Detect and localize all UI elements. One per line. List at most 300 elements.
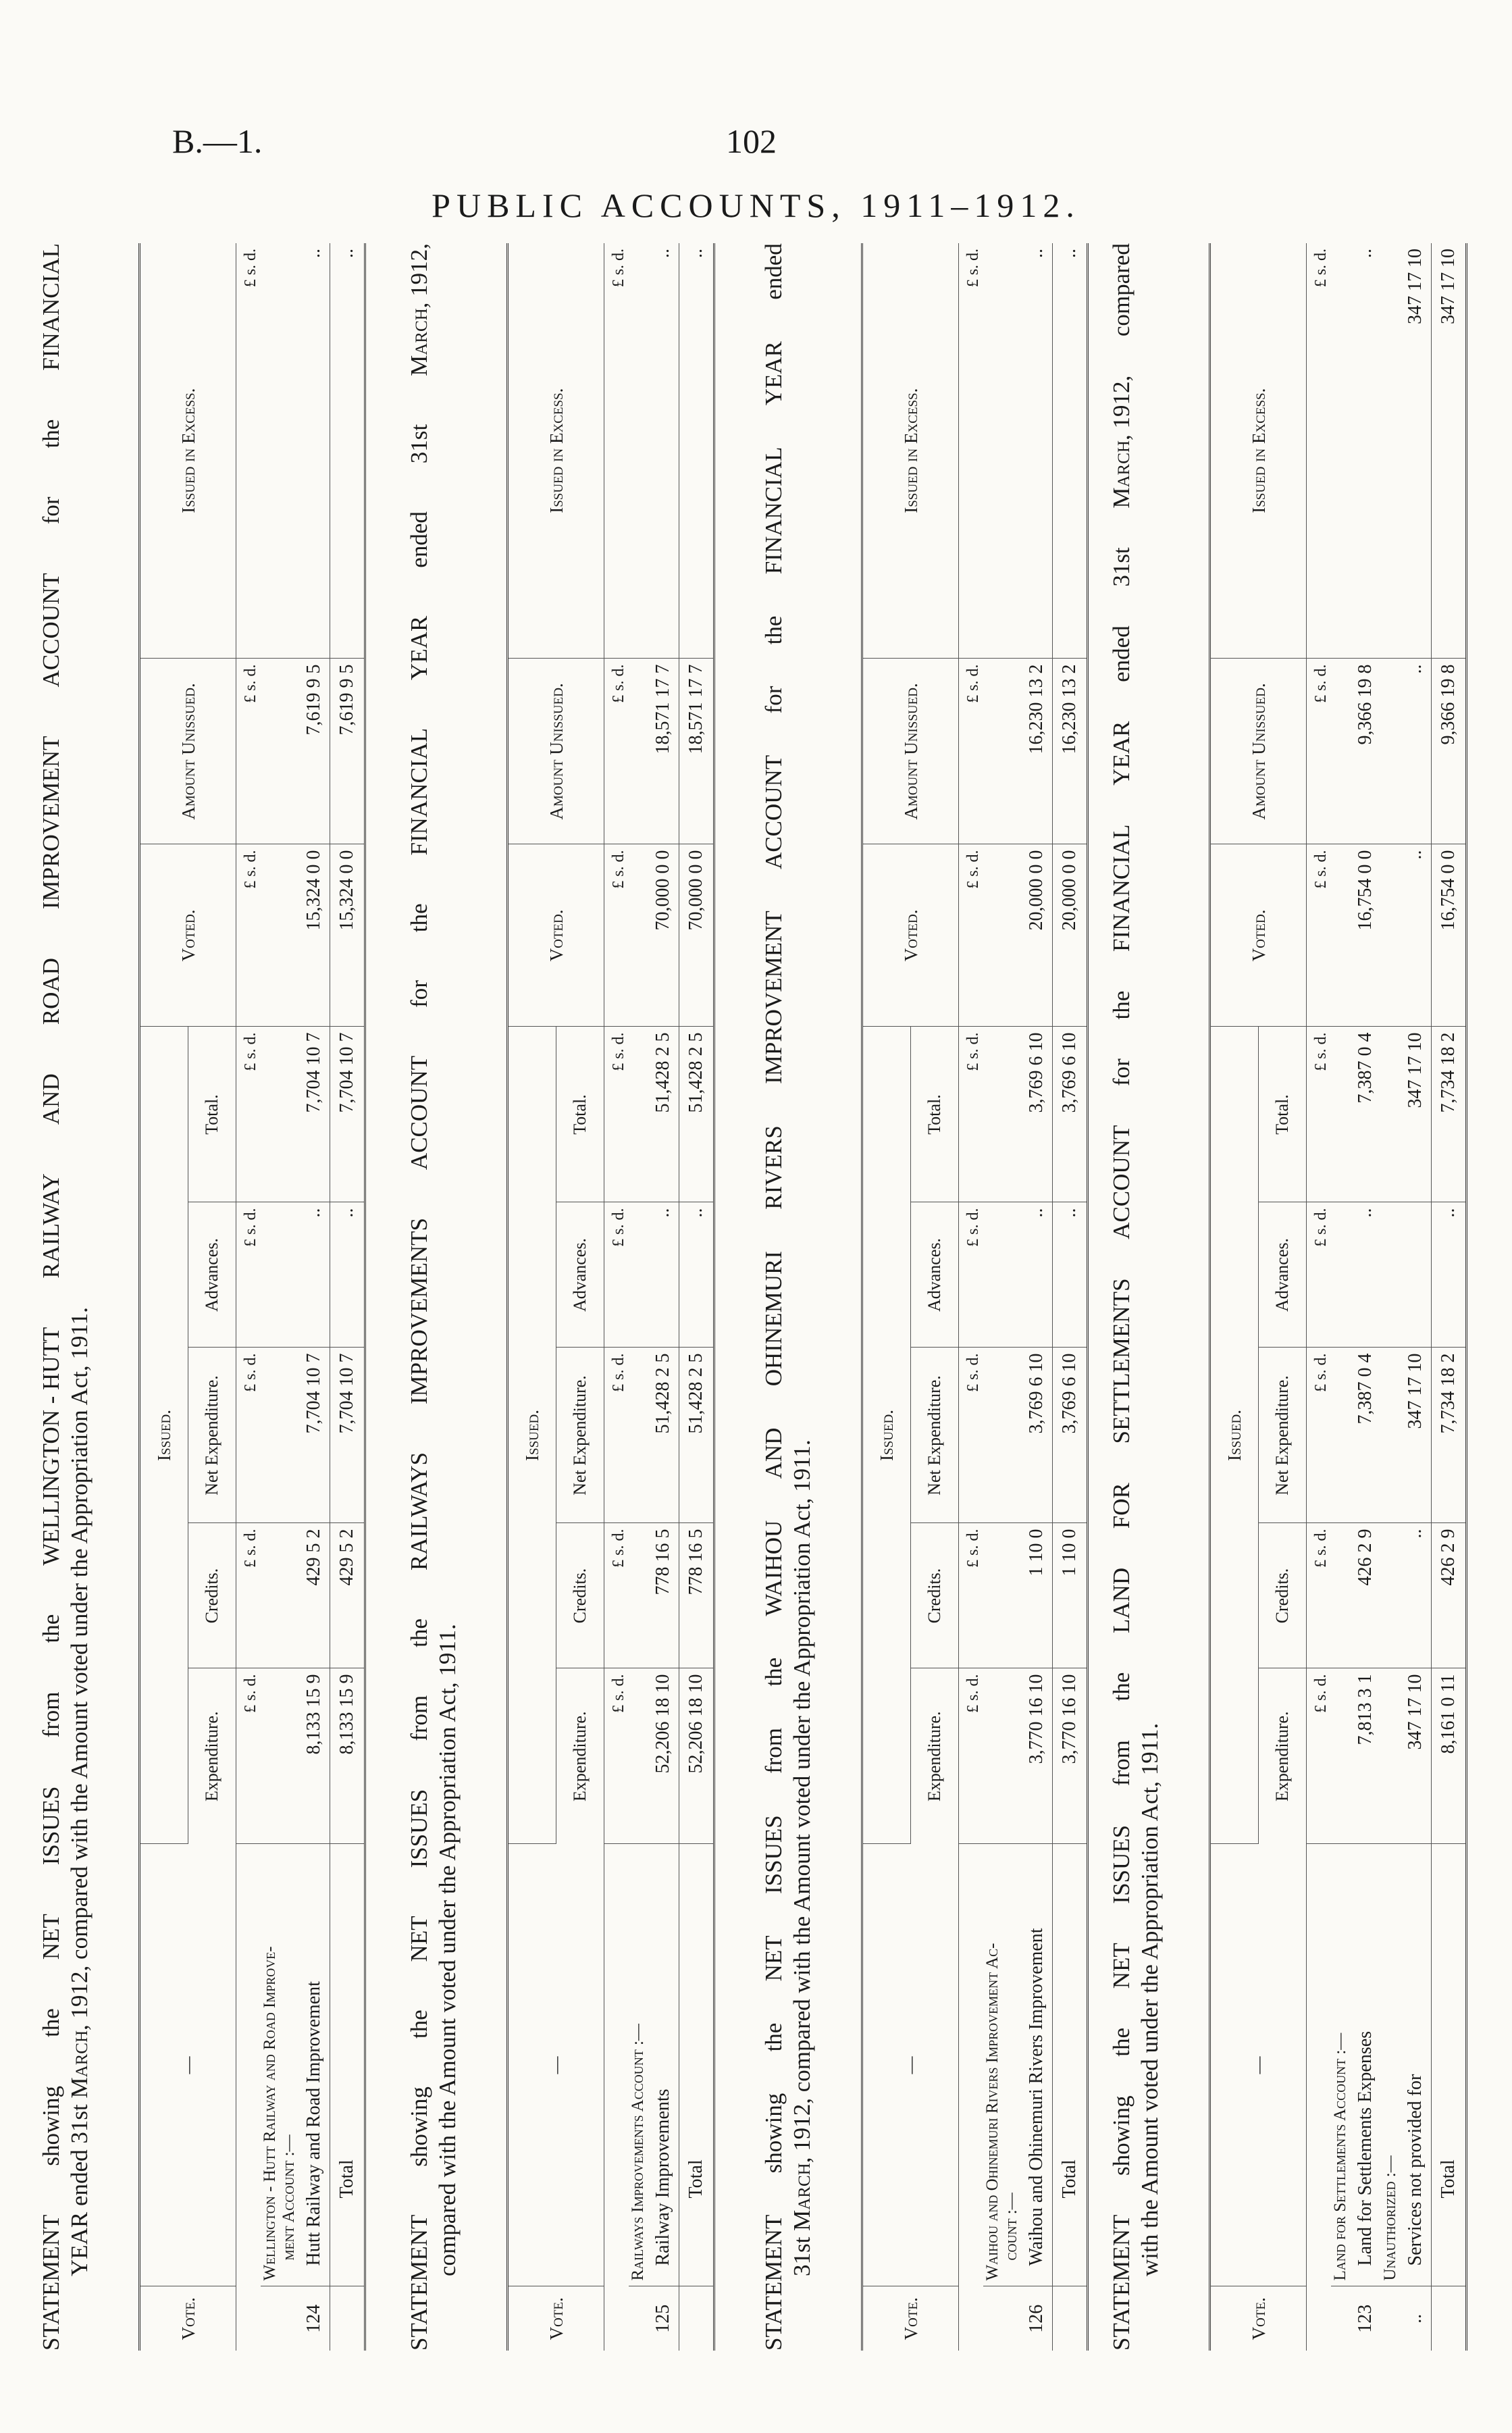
- statement: [760, 243, 1089, 2351]
- statement: [37, 243, 366, 2351]
- column-header-total: Total.: [1259, 1027, 1307, 1202]
- total-net-expenditure: 7,704 10 7: [330, 1348, 365, 1523]
- column-header-voted: Voted.: [508, 844, 604, 1027]
- total-label: Total: [1431, 1844, 1466, 2286]
- total-net-expenditure: 51,428 2 5: [679, 1348, 714, 1523]
- amount-issued-in-excess: ..: [1350, 243, 1381, 659]
- heading-word: ISSUES: [760, 1815, 787, 1895]
- amount-voted: 20,000 0 0: [1021, 844, 1052, 1027]
- statement-table: [138, 243, 366, 2351]
- amount-credits: 1 10 0: [1021, 1523, 1052, 1668]
- statement-table: [1209, 243, 1467, 2351]
- column-header-description: —: [508, 1844, 604, 2286]
- column-header-net-expenditure: Net Expenditure.: [188, 1348, 236, 1523]
- vote-cell: [330, 2286, 365, 2351]
- empty-cell: [983, 1027, 1021, 1202]
- heading-word: FINANCIAL: [760, 446, 787, 575]
- total-expenditure: 8,133 15 9: [330, 1668, 365, 1844]
- heading-word: STATEMENT: [406, 2214, 432, 2351]
- total-amount-unissued: 18,571 17 7: [679, 659, 714, 844]
- heading-word: the: [406, 2009, 432, 2039]
- total-credits: 426 2 9: [1431, 1523, 1466, 1668]
- units-cell: £ s. d.: [1307, 844, 1332, 1027]
- heading-line-2: [434, 243, 462, 2351]
- table-row: [1350, 243, 1381, 2351]
- amount-total: 7,387 0 4: [1350, 1027, 1381, 1202]
- empty-cell: [983, 844, 1021, 1027]
- group-heading: Unauthorized :—: [1381, 1844, 1400, 2286]
- heading-word: STATEMENT: [760, 2214, 787, 2351]
- total-voted: 15,324 0 0: [330, 844, 365, 1027]
- total-amount-unissued: 7,619 9 5: [330, 659, 365, 844]
- units-cell: £ s. d.: [1307, 243, 1332, 659]
- units-cell: [1307, 1844, 1332, 2286]
- amount-credits: 778 16 5: [648, 1523, 679, 1668]
- item-description: Hutt Railway and Road Improvement: [298, 1844, 330, 2286]
- statement-heading: [760, 243, 854, 2351]
- amount-advances: ..: [1350, 1202, 1381, 1348]
- empty-cell: [629, 1523, 648, 1668]
- empty-cell: [1331, 1027, 1350, 1202]
- units-cell: £ s. d.: [959, 243, 984, 659]
- empty-cell: [1381, 243, 1400, 659]
- total-label: Total: [1052, 1844, 1087, 2286]
- heading-word: OHINEMURI: [760, 1250, 787, 1387]
- page-number: 102: [726, 122, 777, 160]
- total-row: [1431, 243, 1466, 2351]
- empty-cell: [1381, 844, 1400, 1027]
- rotated-statements: [37, 243, 1476, 2351]
- empty-cell: [1381, 1348, 1400, 1523]
- empty-cell: [983, 1523, 1021, 1668]
- empty-cell: [261, 844, 298, 1027]
- empty-cell: [629, 1027, 648, 1202]
- total-expenditure: 52,206 18 10: [679, 1668, 714, 1844]
- heading-word: IMPROVEMENT: [760, 911, 787, 1084]
- amount-amount-unissued: ..: [1400, 659, 1431, 844]
- vote-number: 125: [652, 2304, 673, 2333]
- amount-voted: ..: [1400, 844, 1431, 1027]
- heading-line-1: [405, 243, 434, 2351]
- empty-cell: [629, 1668, 648, 1844]
- heading-word: from: [406, 1695, 432, 1741]
- total-voted: 20,000 0 0: [1052, 844, 1087, 1027]
- total-expenditure: 8,161 0 11: [1431, 1668, 1466, 1844]
- units-cell: £ s. d.: [236, 1523, 261, 1668]
- units-cell: £ s. d.: [604, 1668, 629, 1844]
- column-header-expenditure: Expenditure.: [911, 1668, 959, 1844]
- units-cell: £ s. d.: [236, 1027, 261, 1202]
- heading-word: for: [406, 980, 432, 1008]
- column-header-total: Total.: [556, 1027, 604, 1202]
- heading-word: the: [760, 1657, 787, 1687]
- statement: [1107, 243, 1467, 2351]
- total-row: [1052, 243, 1087, 2351]
- vote-cell: [983, 2286, 1021, 2351]
- amount-total: 51,428 2 5: [648, 1027, 679, 1202]
- heading-word: showing: [1108, 2095, 1135, 2176]
- column-header-issued: Issued.: [140, 1027, 188, 1844]
- heading-word: WELLINGTON - HUTT: [38, 1327, 64, 1566]
- empty-cell: [983, 659, 1021, 844]
- column-header-credits: Credits.: [911, 1523, 959, 1668]
- column-header-amount-unissued: Amount Unissued.: [1210, 659, 1307, 844]
- column-header-vote: Vote.: [1210, 2286, 1307, 2351]
- heading-text: with the Amount voted under the Appropriation Act, 1911.: [1137, 1722, 1163, 2276]
- empty-cell: [983, 243, 1021, 659]
- units-cell: £ s. d.: [236, 1202, 261, 1348]
- amount-net-expenditure: 51,428 2 5: [648, 1348, 679, 1523]
- empty-cell: [629, 1202, 648, 1348]
- amount-total: 3,769 6 10: [1021, 1027, 1052, 1202]
- column-header-vote: Vote.: [140, 2286, 236, 2351]
- group-heading: [1331, 1844, 1350, 2286]
- amount-net-expenditure: 3,769 6 10: [1021, 1348, 1052, 1523]
- amount-net-expenditure: 7,387 0 4: [1350, 1348, 1381, 1523]
- heading-word: showing: [760, 2093, 787, 2174]
- column-header-voted: Voted.: [1210, 844, 1307, 1027]
- units-cell: [604, 2286, 629, 2351]
- empty-cell: [261, 1523, 298, 1668]
- heading-word: YEAR: [1108, 721, 1135, 786]
- page-title: PUBLIC ACCOUNTS, 1911–1912.: [432, 186, 1080, 224]
- units-cell: £ s. d.: [236, 243, 261, 659]
- units-cell: £ s. d.: [604, 1523, 629, 1668]
- empty-cell: [261, 1348, 298, 1523]
- heading-word: LAND: [1108, 1567, 1135, 1634]
- heading-word: IMPROVEMENT: [38, 736, 64, 910]
- column-header-net-expenditure: Net Expenditure.: [556, 1348, 604, 1523]
- heading-word: NET: [1108, 1943, 1135, 1989]
- group-heading-line: Railways Improvements Account :—: [629, 2024, 647, 2281]
- column-header-net-expenditure: Net Expenditure.: [1259, 1348, 1307, 1523]
- units-cell: [959, 1844, 984, 2286]
- heading-word: NET: [406, 1916, 432, 1962]
- heading-word: YEAR: [406, 615, 432, 680]
- empty-cell: [983, 1202, 1021, 1348]
- group-heading-row: [629, 243, 648, 2351]
- item-description: Services not provided for: [1400, 1844, 1431, 2286]
- amount-credits: ..: [1400, 1523, 1431, 1668]
- statement-heading: [405, 243, 500, 2351]
- column-header-issued: Issued.: [508, 1027, 556, 1844]
- heading-text-tail: , 1912, compared with the Amount voted under the Appropriation Act, 1911.: [66, 1307, 93, 2030]
- statement: [405, 243, 715, 2351]
- heading-line-1: [1107, 243, 1136, 2351]
- heading-word: the: [38, 1614, 64, 1643]
- amount-net-expenditure: 7,704 10 7: [298, 1348, 330, 1523]
- total-amount-unissued: 16,230 13 2: [1052, 659, 1087, 844]
- heading-word: the: [1108, 1672, 1135, 1701]
- amount-issued-in-excess: ..: [1021, 243, 1052, 659]
- total-row: [679, 243, 714, 2351]
- empty-cell: [1381, 1668, 1400, 1844]
- empty-cell: [629, 243, 648, 659]
- group-heading-row: [1381, 243, 1400, 2351]
- vote-number: 126: [1025, 2304, 1047, 2333]
- column-header-amount-unissued: Amount Unissued.: [508, 659, 604, 844]
- group-heading-row: [983, 243, 1021, 2351]
- group-heading: [261, 1844, 298, 2286]
- heading-word: for: [1108, 1058, 1135, 1086]
- page-header: [0, 0, 1512, 223]
- statement-table: [506, 243, 715, 2351]
- units-row: [604, 243, 629, 2351]
- total-total: 3,769 6 10: [1052, 1027, 1087, 1202]
- column-header-expenditure: Expenditure.: [188, 1668, 236, 1844]
- column-header-description: —: [862, 1844, 959, 2286]
- units-cell: [604, 1844, 629, 2286]
- column-header-description: —: [1210, 1844, 1307, 2286]
- total-total: 7,734 18 2: [1431, 1027, 1466, 1202]
- units-cell: £ s. d.: [236, 1348, 261, 1523]
- heading-text-tail: , 1912, compared with the Amount voted under the Appropriation Act, 1911.: [789, 1439, 815, 2163]
- empty-cell: [1331, 1523, 1350, 1668]
- empty-cell: [1331, 1348, 1350, 1523]
- units-cell: £ s. d.: [604, 1027, 629, 1202]
- vote-cell: [629, 2286, 648, 2351]
- heading-word: FOR: [1108, 1483, 1135, 1529]
- units-cell: £ s. d.: [959, 1668, 984, 1844]
- empty-cell: [1381, 659, 1400, 844]
- empty-cell: [1331, 844, 1350, 1027]
- units-cell: £ s. d.: [959, 1523, 984, 1668]
- empty-cell: [1331, 1202, 1350, 1348]
- empty-cell: [629, 1348, 648, 1523]
- empty-cell: [261, 1202, 298, 1348]
- total-issued-in-excess: 347 17 10: [1431, 243, 1466, 659]
- heading-line-2: [1136, 243, 1164, 2351]
- empty-cell: [983, 1668, 1021, 1844]
- group-heading-line: Land for Settlements Account :—: [1331, 2032, 1349, 2281]
- column-header-voted: Voted.: [862, 844, 959, 1027]
- column-header-advances: Advances.: [911, 1202, 959, 1348]
- total-credits: 429 5 2: [330, 1523, 365, 1668]
- heading-word: IMPROVEMENTS: [406, 1218, 432, 1405]
- group-heading-row: [261, 243, 298, 2351]
- heading-word: the: [38, 419, 64, 449]
- table-row: [648, 243, 679, 2351]
- units-row: [236, 243, 261, 2351]
- vote-cell: [261, 2286, 298, 2351]
- column-header-issued-in-excess: Issued in Excess.: [862, 243, 959, 659]
- heading-line-2: [66, 243, 94, 2351]
- statement-heading: [1107, 243, 1202, 2351]
- total-voted: 16,754 0 0: [1431, 844, 1466, 1027]
- column-header-amount-unissued: Amount Unissued.: [862, 659, 959, 844]
- units-cell: £ s. d.: [604, 844, 629, 1027]
- column-header-vote: Vote.: [862, 2286, 959, 2351]
- heading-word: ISSUES: [1108, 1824, 1135, 1904]
- heading-month: March: [789, 2163, 815, 2231]
- heading-word: the: [760, 615, 787, 645]
- empty-cell: [1381, 1202, 1400, 1348]
- column-header-issued: Issued.: [1210, 1027, 1259, 1844]
- heading-word: for: [38, 496, 64, 525]
- amount-credits: 429 5 2: [298, 1523, 330, 1668]
- column-header-net-expenditure: Net Expenditure.: [911, 1348, 959, 1523]
- heading-word: ACCOUNT: [38, 573, 64, 688]
- heading-word: the: [38, 2008, 64, 2038]
- heading-word: from: [1108, 1740, 1135, 1787]
- heading-word: 31st: [1108, 547, 1135, 587]
- amount-amount-unissued: 16,230 13 2: [1021, 659, 1052, 844]
- column-header-issued-in-excess: Issued in Excess.: [508, 243, 604, 659]
- units-cell: £ s. d.: [959, 659, 984, 844]
- units-cell: £ s. d.: [604, 243, 629, 659]
- amount-credits: 426 2 9: [1350, 1523, 1381, 1668]
- total-advances: ..: [1431, 1202, 1466, 1348]
- units-cell: £ s. d.: [604, 1348, 629, 1523]
- column-header-total: Total.: [188, 1027, 236, 1202]
- amount-amount-unissued: 7,619 9 5: [298, 659, 330, 844]
- group-heading-line: Waihou and Ohinemuri Rivers Improvement Ac-: [983, 1943, 1001, 2281]
- vote-cell: [1052, 2286, 1087, 2351]
- empty-cell: [261, 243, 298, 659]
- units-cell: £ s. d.: [1307, 659, 1332, 844]
- heading-text: compared with the Amount voted under the Appropriation Act, 1911.: [434, 1624, 461, 2276]
- empty-cell: [983, 1348, 1021, 1523]
- total-net-expenditure: 3,769 6 10: [1052, 1348, 1087, 1523]
- heading-line-1: [37, 243, 66, 2351]
- heading-word: FINANCIAL: [38, 243, 64, 371]
- heading-word: the: [760, 2022, 787, 2052]
- units-cell: £ s. d.: [959, 1202, 984, 1348]
- heading-word: from: [760, 1727, 787, 1774]
- heading-word: for: [760, 686, 787, 714]
- item-description: Waihou and Ohinemuri Rivers Improvement: [1021, 1844, 1052, 2286]
- units-cell: £ s. d.: [1307, 1668, 1332, 1844]
- vote-cell: [1331, 2286, 1350, 2351]
- units-cell: £ s. d.: [236, 844, 261, 1027]
- units-cell: £ s. d.: [1307, 1202, 1332, 1348]
- units-cell: £ s. d.: [1307, 1523, 1332, 1668]
- heading-text: 31st: [789, 2230, 815, 2276]
- total-label: Total: [330, 1844, 365, 2286]
- heading-word: the: [406, 903, 432, 933]
- empty-cell: [1331, 243, 1350, 659]
- column-header-issued-in-excess: Issued in Excess.: [140, 243, 236, 659]
- document-reference: B.—1.: [172, 122, 263, 160]
- total-voted: 70,000 0 0: [679, 844, 714, 1027]
- total-total: 7,704 10 7: [330, 1027, 365, 1202]
- heading-word: ACCOUNT: [760, 754, 787, 869]
- empty-cell: [1381, 1523, 1400, 1668]
- amount-total: 7,704 10 7: [298, 1027, 330, 1202]
- heading-word: STATEMENT: [1108, 2214, 1135, 2351]
- amount-expenditure: 52,206 18 10: [648, 1668, 679, 1844]
- total-expenditure: 3,770 16 10: [1052, 1668, 1087, 1844]
- total-advances: ..: [1052, 1202, 1087, 1348]
- heading-word: SETTLEMENTS: [1108, 1278, 1135, 1444]
- empty-cell: [261, 1668, 298, 1844]
- amount-expenditure: 347 17 10: [1400, 1668, 1431, 1844]
- heading-word: from: [38, 1691, 64, 1738]
- column-header-credits: Credits.: [188, 1523, 236, 1668]
- amount-advances: [1400, 1202, 1431, 1348]
- heading-word: RAILWAYS: [406, 1452, 432, 1571]
- group-heading-row: [1331, 243, 1350, 2351]
- total-label: Total: [679, 1844, 714, 2286]
- heading-word: YEAR: [760, 341, 787, 406]
- heading-word: March, 1912,: [406, 243, 432, 376]
- amount-expenditure: 3,770 16 10: [1021, 1668, 1052, 1844]
- group-heading: [629, 1844, 648, 2286]
- empty-cell: [1331, 659, 1350, 844]
- table-row: [298, 243, 330, 2351]
- amount-issued-in-excess: ..: [648, 243, 679, 659]
- heading-word: NET: [38, 1914, 64, 1960]
- amount-issued-in-excess: ..: [298, 243, 330, 659]
- vote-cell: [1431, 2286, 1466, 2351]
- heading-word: showing: [38, 2086, 64, 2166]
- column-header-advances: Advances.: [556, 1202, 604, 1348]
- column-header-vote: Vote.: [508, 2286, 604, 2351]
- group-heading-line: ment Account :—: [280, 2134, 298, 2261]
- units-cell: £ s. d.: [1307, 1027, 1332, 1202]
- heading-month: March: [66, 2030, 93, 2099]
- statement-table: [861, 243, 1089, 2351]
- amount-expenditure: 8,133 15 9: [298, 1668, 330, 1844]
- total-net-expenditure: 7,734 18 2: [1431, 1348, 1466, 1523]
- total-total: 51,428 2 5: [679, 1027, 714, 1202]
- empty-cell: [629, 659, 648, 844]
- total-advances: ..: [330, 1202, 365, 1348]
- total-advances: ..: [679, 1202, 714, 1348]
- amount-voted: 15,324 0 0: [298, 844, 330, 1027]
- heading-word: FINANCIAL: [1108, 824, 1135, 952]
- units-row: [1307, 243, 1332, 2351]
- column-header-total: Total.: [911, 1027, 959, 1202]
- units-cell: [959, 2286, 984, 2351]
- heading-word: ended: [406, 511, 432, 568]
- amount-issued-in-excess: 347 17 10: [1400, 243, 1431, 659]
- heading-word: ended: [1108, 625, 1135, 682]
- vote-cell: [1381, 2286, 1400, 2351]
- heading-word: showing: [406, 2086, 432, 2167]
- column-header-credits: Credits.: [1259, 1523, 1307, 1668]
- heading-text: YEAR ended 31st: [66, 2098, 93, 2276]
- column-header-voted: Voted.: [140, 844, 236, 1027]
- heading-word: RAILWAY: [38, 1173, 64, 1279]
- vote-number: 124: [303, 2304, 324, 2333]
- units-cell: [1307, 2286, 1332, 2351]
- units-cell: £ s. d.: [236, 659, 261, 844]
- heading-word: the: [406, 1618, 432, 1647]
- heading-word: March, 1912,: [1108, 375, 1135, 509]
- amount-amount-unissued: 18,571 17 7: [648, 659, 679, 844]
- units-cell: £ s. d.: [959, 844, 984, 1027]
- total-issued-in-excess: ..: [1052, 243, 1087, 659]
- table-row: [1021, 243, 1052, 2351]
- amount-net-expenditure: 347 17 10: [1400, 1348, 1431, 1523]
- total-issued-in-excess: ..: [679, 243, 714, 659]
- statement-heading: [37, 243, 132, 2351]
- heading-word: AND: [38, 1073, 64, 1125]
- heading-word: ISSUES: [38, 1786, 64, 1866]
- units-cell: £ s. d.: [959, 1348, 984, 1523]
- item-description: Land for Settlements Expenses: [1350, 1844, 1381, 2286]
- empty-cell: [261, 659, 298, 844]
- heading-line-1: [760, 243, 788, 2351]
- total-amount-unissued: 9,366 19 8: [1431, 659, 1466, 844]
- vote-number: 123: [1355, 2304, 1376, 2333]
- column-header-description: —: [140, 1844, 236, 2286]
- column-header-issued-in-excess: Issued in Excess.: [1210, 243, 1307, 659]
- heading-word: FINANCIAL: [406, 727, 432, 856]
- column-header-credits: Credits.: [556, 1523, 604, 1668]
- amount-amount-unissued: 9,366 19 8: [1350, 659, 1381, 844]
